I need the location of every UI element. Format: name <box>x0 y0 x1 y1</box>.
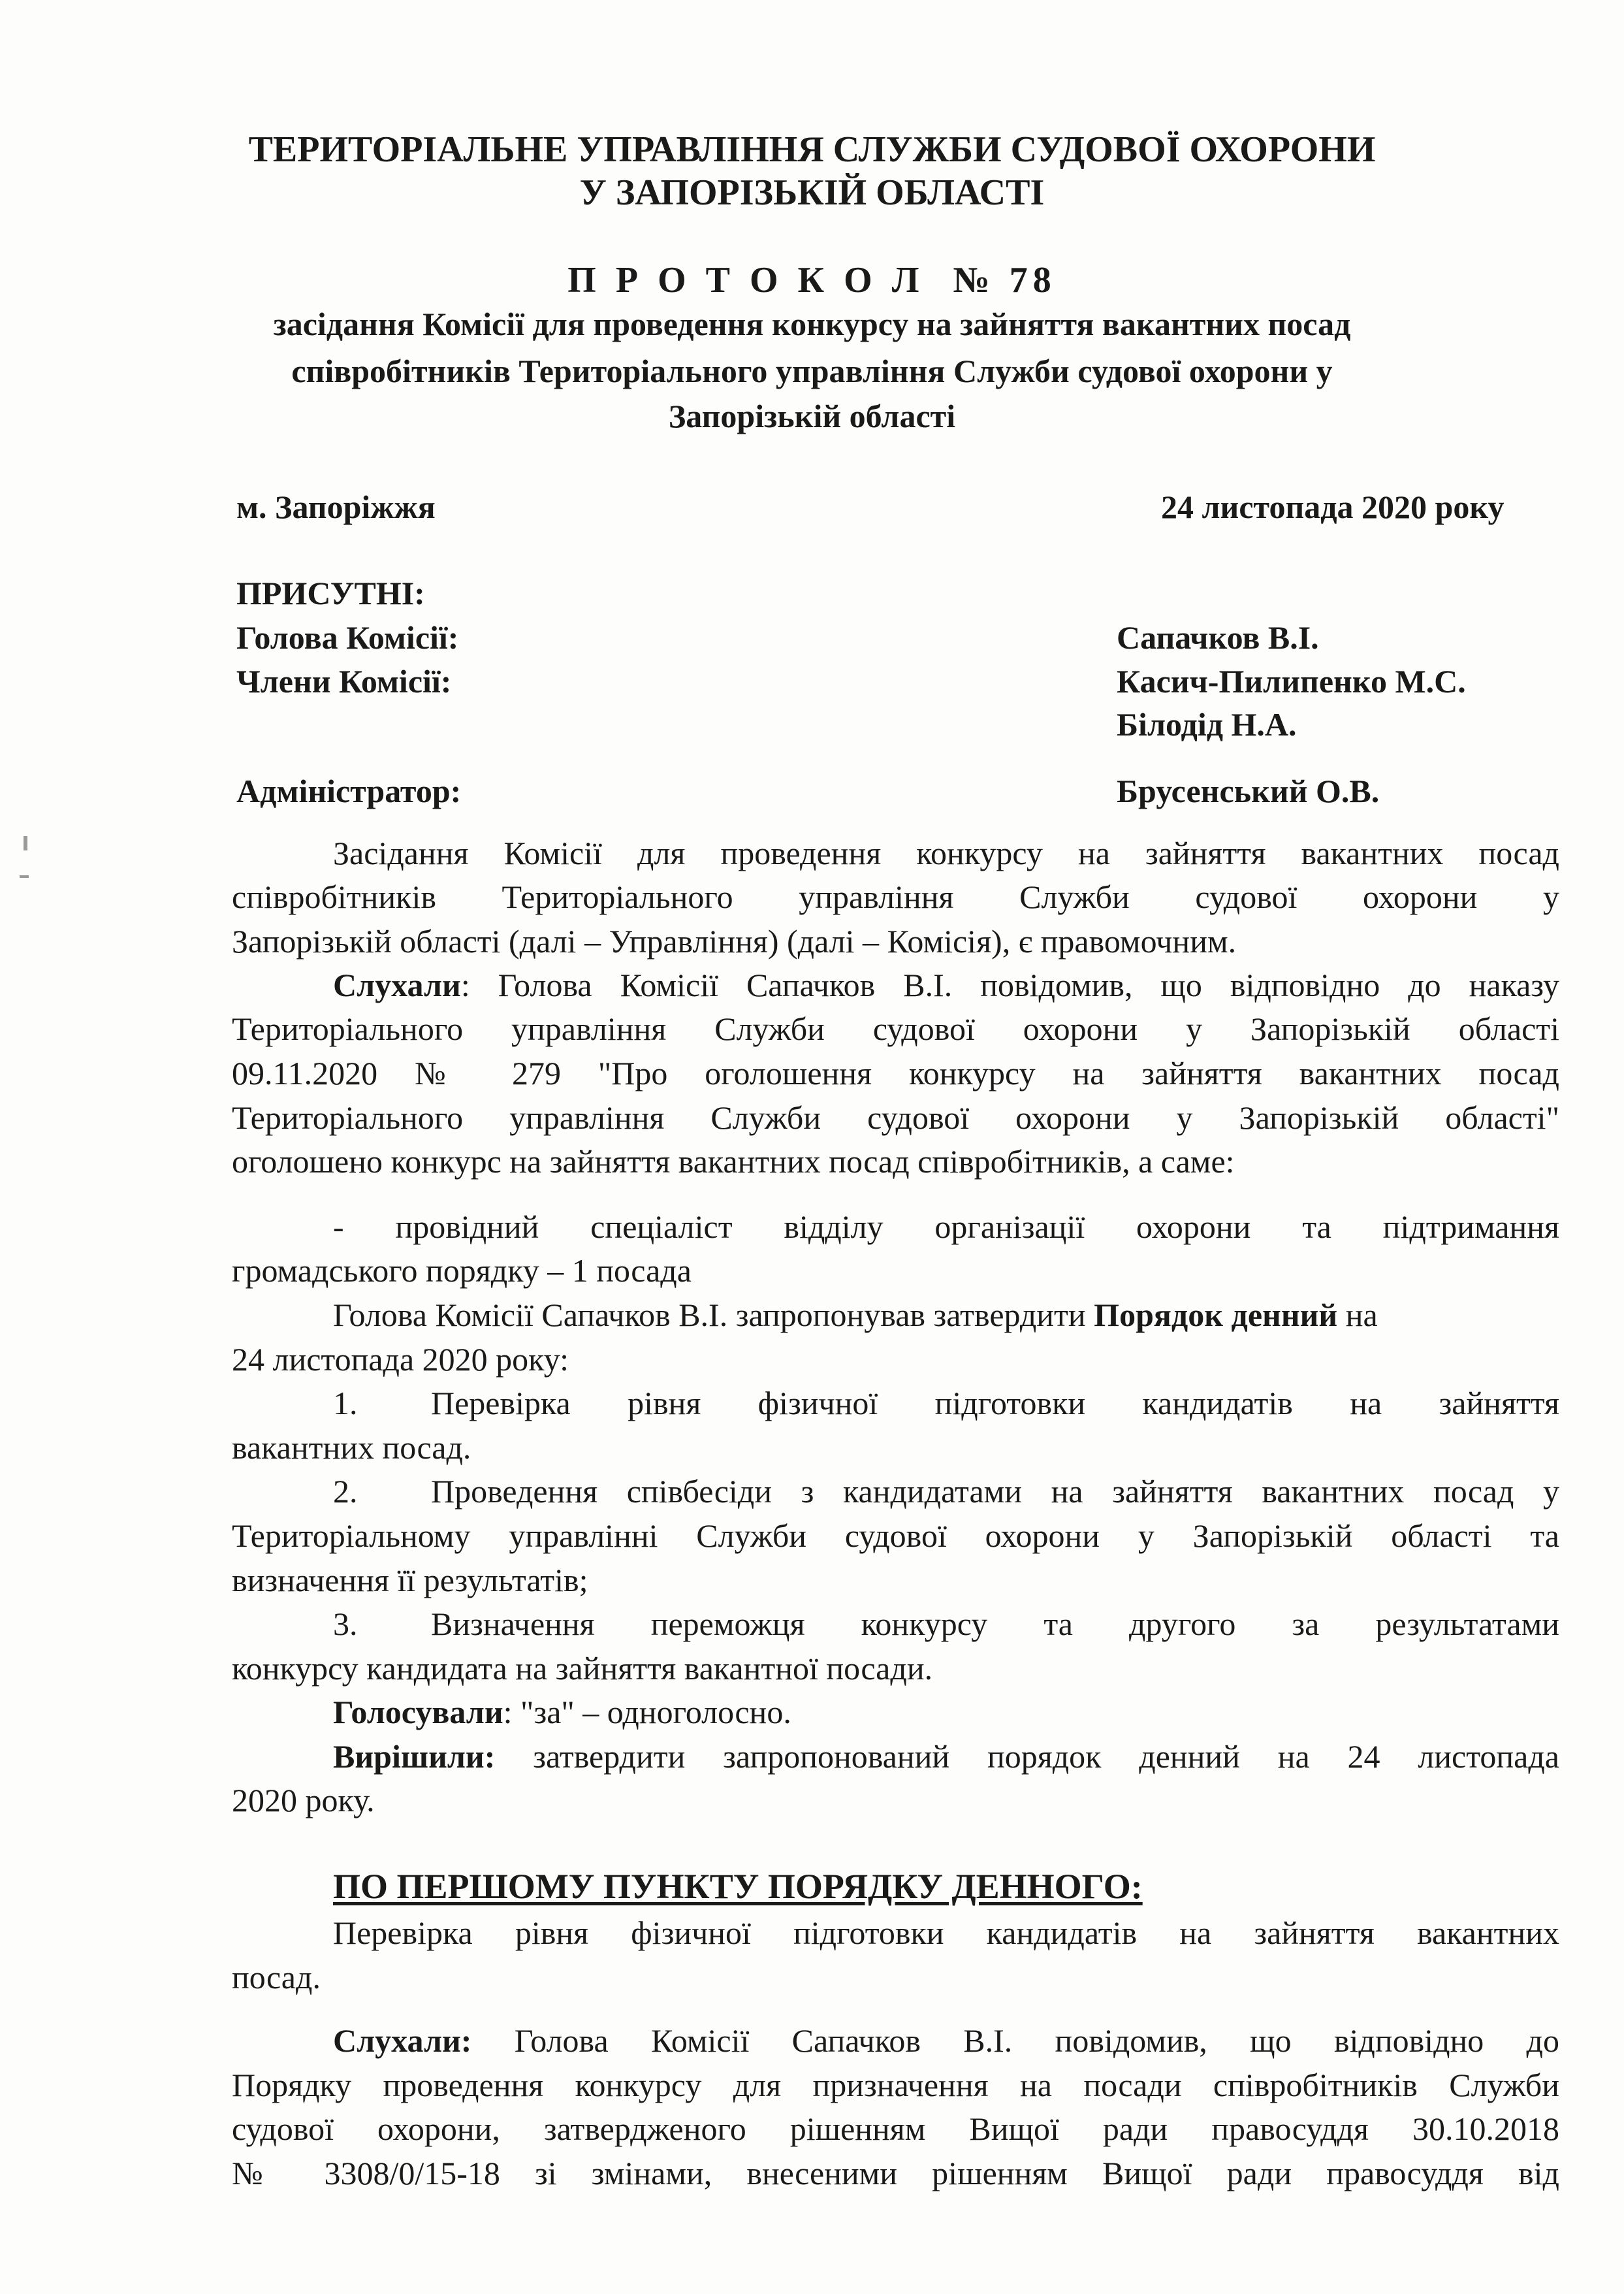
attendance-heading: ПРИСУТНІ: <box>236 575 425 611</box>
decision-line: 2020 року. <box>232 1782 375 1818</box>
protocol-subtitle-line2: співробітників Територіального управління Служби судової охорони у <box>291 353 1333 389</box>
voted-label: Голосували <box>333 1694 503 1730</box>
organization-name-line2: У ЗАПОРІЗЬКІЙ ОБЛАСТІ <box>579 172 1045 213</box>
paragraph-line: судової охорони, затвердженого рішенням Вищої ради правосуддя 30.10.2018 <box>232 2110 1559 2147</box>
agenda-item-number: 3. <box>333 1606 358 1642</box>
decided-label: Вирішили: <box>333 1738 496 1775</box>
paragraph-line: 09.11.2020 № 279 "Про оголошення конкурсу на зайняття вакантних посад <box>232 1055 1559 1091</box>
paragraph-text: : Голова Комісії Сапачков В.І. повідомив, що відповідно до наказу <box>460 967 1559 1003</box>
decision-text: затвердити запропонований порядок денний на 24 листопада <box>495 1738 1559 1775</box>
heard-label: Слухали: <box>333 2022 472 2059</box>
paragraph-line: Територіального управління Служби судової охорони у Запорізькій області <box>232 1010 1559 1047</box>
decision-line <box>333 1736 1559 1777</box>
position-item: - провідний спеціаліст відділу організації охорони та підтримання <box>333 1208 1559 1245</box>
agenda-item-text: конкурсу кандидата на зайняття вакантної посади. <box>232 1650 933 1687</box>
agenda-label: Порядок денний <box>1094 1297 1338 1333</box>
agenda-item-number: 2. <box>333 1473 358 1510</box>
city: м. Запоріжжя <box>236 489 436 525</box>
members-label: Члени Комісії: <box>236 663 452 700</box>
chair-label: Голова Комісії: <box>236 619 459 656</box>
protocol-title: П Р О Т О К О Л № 78 <box>567 260 1057 300</box>
chair-name: Сапачков В.І. <box>1117 619 1319 656</box>
protocol-subtitle-line3: Запорізькій області <box>668 398 956 434</box>
paragraph-text: Голова Комісії Сапачков В.І. запропонував затвердити <box>333 1297 1094 1333</box>
paragraph-line: Засідання Комісії для проведення конкурсу на зайняття вакантних посад <box>333 835 1559 871</box>
paragraph-line <box>333 2020 1559 2061</box>
agenda-item-text: Проведення співбесіди з кандидатами на зайняття вакантних посад у <box>431 1473 1559 1510</box>
paragraph-line <box>333 1295 1378 1335</box>
paragraph-line: оголошено конкурс на зайняття вакантних посад співробітників, а саме: <box>232 1143 1235 1180</box>
paragraph-text: Голова Комісії Сапачков В.І. повідомив, що відповідно до <box>471 2022 1559 2059</box>
organization-name-line1: ТЕРИТОРІАЛЬНЕ УПРАВЛІННЯ СЛУЖБИ СУДОВОЇ ОХОРОНИ <box>248 129 1376 170</box>
section-heading: ПО ПЕРШОМУ ПУНКТУ ПОРЯДКУ ДЕННОГО: <box>333 1867 1143 1906</box>
protocol-subtitle-line1: засідання Комісії для проведення конкурсу на зайняття вакантних посад <box>273 306 1351 342</box>
agenda-item-text: вакантних посад. <box>232 1429 471 1466</box>
paragraph-text: на <box>1337 1297 1378 1333</box>
paragraph-line: № 3308/0/15-18 зі змінами, внесеними рішенням Вищої ради правосуддя від <box>232 2155 1559 2191</box>
agenda-item-number: 1. <box>333 1385 358 1421</box>
paragraph-line: Порядку проведення конкурсу для призначення на посади співробітників Служби <box>232 2067 1559 2103</box>
paragraph-line: 24 листопада 2020 року: <box>232 1341 569 1378</box>
agenda-item-text: Територіальному управлінні Служби судової охорони у Запорізькій області та <box>232 1517 1559 1554</box>
paragraph-line <box>333 965 1559 1005</box>
heard-label: Слухали <box>333 967 461 1003</box>
agenda-item-text: визначення її результатів; <box>232 1562 588 1598</box>
admin-name: Брусенський О.В. <box>1117 773 1380 809</box>
paragraph-line: співробітників Територіального управління Служби судової охорони у <box>232 879 1559 915</box>
meeting-date: 24 листопада 2020 року <box>1161 489 1505 525</box>
member-name: Касич-Пилипенко М.С. <box>1117 663 1466 700</box>
position-item: громадського порядку – 1 посада <box>232 1252 692 1289</box>
vote-result: : "за" – одноголосно. <box>503 1694 791 1730</box>
scan-mark <box>20 875 29 878</box>
scan-mark <box>24 836 27 850</box>
admin-label: Адміністратор: <box>236 773 462 809</box>
paragraph-line: Перевірка рівня фізичної підготовки кандидатів на зайняття вакантних <box>333 1914 1559 1951</box>
paragraph-line: Територіального управління Служби судової охорони у Запорізькій області" <box>232 1099 1559 1136</box>
paragraph-line: Запорізькій області (далі – Управління) (далі – Комісія), є правомочним. <box>232 923 1237 960</box>
agenda-item-text: Визначення переможця конкурсу та другого за результатами <box>431 1606 1559 1642</box>
agenda-item-text: Перевірка рівня фізичної підготовки кандидатів на зайняття <box>431 1385 1559 1421</box>
vote-line <box>333 1692 791 1732</box>
member-name: Білодід Н.А. <box>1117 706 1297 743</box>
paragraph-line: посад. <box>232 1959 321 1995</box>
